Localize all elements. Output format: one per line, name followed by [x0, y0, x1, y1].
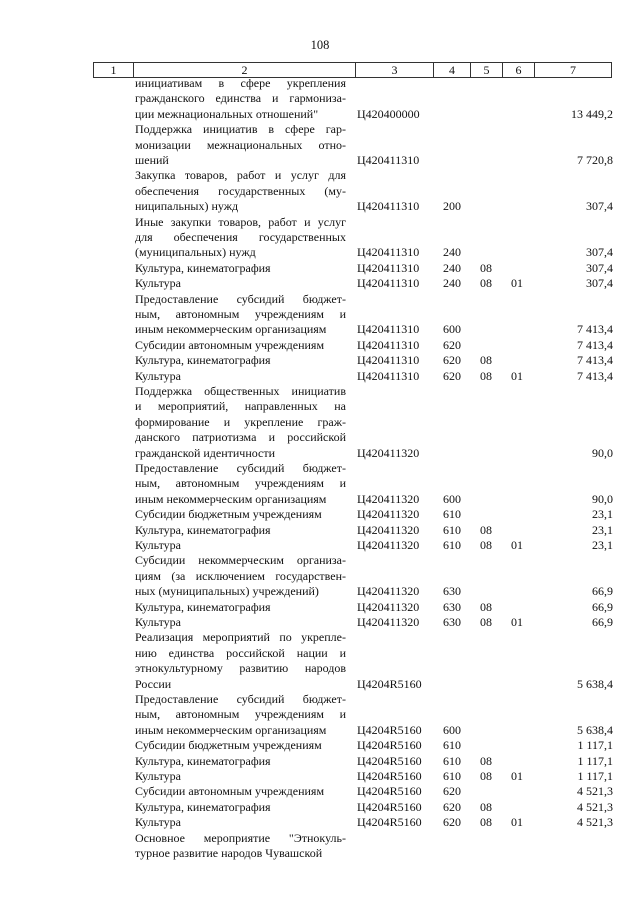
- row-expense-type: 620: [443, 368, 461, 383]
- description-line: ции межнациональных отношений": [135, 106, 319, 121]
- description-line: Предоставление субсидий бюджет-: [135, 461, 346, 475]
- row-description: [135, 215, 346, 261]
- row-description: [135, 831, 346, 862]
- row-target-code: Ц420411320: [357, 507, 420, 522]
- description-line: Основное мероприятие "Этнокуль-: [135, 830, 346, 845]
- header-col-4: 4: [433, 63, 470, 77]
- row-section: 08: [480, 753, 492, 768]
- table-row: [0, 122, 640, 168]
- row-expense-type: 200: [443, 199, 461, 214]
- description-line: ниципальных) нужд: [135, 199, 239, 214]
- description-line: гражданского единства и гармониза-: [135, 91, 346, 106]
- row-description: [135, 384, 346, 461]
- row-description: [135, 507, 346, 522]
- description-line: Культура: [135, 815, 181, 830]
- row-subsection: 01: [511, 815, 523, 830]
- row-description: [135, 815, 346, 830]
- row-description: [135, 261, 346, 276]
- row-description: [135, 538, 346, 553]
- description-line: для обеспечения государственных: [135, 229, 346, 244]
- row-description: [135, 76, 346, 122]
- row-expense-type: 610: [443, 537, 461, 552]
- row-amount: 307,4: [586, 276, 613, 291]
- description-line: турное развитие народов Чувашской: [135, 845, 323, 860]
- row-expense-type: 630: [443, 614, 461, 629]
- row-amount: 1 117,1: [577, 753, 613, 768]
- row-expense-type: 610: [443, 768, 461, 783]
- description-line: (муниципальных) нужд: [135, 245, 256, 260]
- table-row: [0, 384, 640, 461]
- row-amount: 5 638,4: [577, 676, 613, 691]
- row-section: 08: [480, 815, 492, 830]
- page-number: 108: [310, 38, 330, 52]
- row-target-code: Ц4204R5160: [357, 753, 422, 768]
- row-section: 08: [480, 799, 492, 814]
- row-target-code: Ц4204R5160: [357, 676, 422, 691]
- description-line: циям (за исключением государствен-: [135, 568, 346, 583]
- header-col-7: 7: [534, 63, 612, 77]
- description-line: Культура: [135, 368, 181, 383]
- description-line: Культура, кинематография: [135, 599, 271, 614]
- table-row: [0, 754, 640, 769]
- table-row: [0, 600, 640, 615]
- description-line: иным некоммерческим организациям: [135, 722, 327, 737]
- table-row: [0, 769, 640, 784]
- row-section: 08: [480, 522, 492, 537]
- table-row: [0, 461, 640, 507]
- row-section: 08: [480, 368, 492, 383]
- row-amount: 4 521,3: [577, 799, 613, 814]
- row-section: 08: [480, 599, 492, 614]
- table-row: [0, 815, 640, 830]
- row-description: [135, 615, 346, 630]
- row-description: [135, 168, 346, 214]
- description-line: обеспечения государственных (му-: [135, 183, 346, 198]
- row-description: [135, 769, 346, 784]
- header-col-6: 6: [502, 63, 534, 77]
- table-row: [0, 831, 640, 862]
- row-target-code: Ц420411310: [357, 245, 420, 260]
- row-description: [135, 461, 346, 507]
- row-target-code: Ц420411320: [357, 491, 420, 506]
- table-row: [0, 784, 640, 799]
- row-amount: 4 521,3: [577, 815, 613, 830]
- row-expense-type: 600: [443, 322, 461, 337]
- row-expense-type: 240: [443, 276, 461, 291]
- row-subsection: 01: [511, 614, 523, 629]
- description-line: Культура: [135, 276, 181, 291]
- description-line: Культура, кинематография: [135, 799, 271, 814]
- row-target-code: Ц4204R5160: [357, 784, 422, 799]
- description-line: Культура, кинематография: [135, 353, 271, 368]
- row-target-code: Ц420411320: [357, 584, 420, 599]
- row-description: [135, 600, 346, 615]
- row-expense-type: 610: [443, 507, 461, 522]
- row-target-code: Ц420411320: [357, 614, 420, 629]
- row-amount: 23,1: [592, 537, 613, 552]
- description-line: Культура: [135, 538, 181, 552]
- row-amount: 23,1: [592, 507, 613, 522]
- row-description: [135, 738, 346, 753]
- row-expense-type: 620: [443, 337, 461, 352]
- row-expense-type: 620: [443, 353, 461, 368]
- row-subsection: 01: [511, 368, 523, 383]
- table-row: [0, 292, 640, 338]
- description-line: Субсидии автономным учреждениям: [135, 784, 325, 799]
- row-expense-type: 610: [443, 522, 461, 537]
- description-line: Предоставление субсидий бюджет-: [135, 692, 346, 706]
- row-description: [135, 292, 346, 338]
- description-line: нию единства российской нации и: [135, 645, 346, 660]
- row-target-code: Ц4204R5160: [357, 799, 422, 814]
- description-line: Поддержка общественных инициатив: [135, 384, 346, 398]
- table-row: [0, 353, 640, 368]
- description-line: Культура: [135, 615, 181, 629]
- row-target-code: Ц4204R5160: [357, 815, 422, 830]
- row-target-code: Ц420411320: [357, 537, 420, 552]
- row-expense-type: 630: [443, 584, 461, 599]
- row-expense-type: 240: [443, 260, 461, 275]
- row-target-code: Ц420411310: [357, 353, 420, 368]
- table-row: [0, 369, 640, 384]
- description-line: и мероприятий, направленных на: [135, 399, 346, 414]
- row-target-code: Ц420411310: [357, 260, 420, 275]
- description-line: ных (муниципальных) учреждений): [135, 584, 319, 599]
- row-amount: 7 720,8: [577, 152, 613, 167]
- row-amount: 1 117,1: [577, 768, 613, 783]
- row-section: 08: [480, 768, 492, 783]
- description-line: Субсидии бюджетным учреждениям: [135, 507, 322, 522]
- header-col-5: 5: [470, 63, 502, 77]
- description-line: Закупка товаров, работ и услуг для: [135, 168, 346, 183]
- table-row: [0, 215, 640, 261]
- row-target-code: Ц420411310: [357, 322, 420, 337]
- row-amount: 307,4: [586, 245, 613, 260]
- header-col-2: 2: [133, 63, 355, 77]
- description-line: Реализация мероприятий по укрепле-: [135, 630, 346, 645]
- description-line: ным, автономным учреждениям и: [135, 476, 346, 491]
- row-expense-type: 620: [443, 784, 461, 799]
- description-line: монизации межнациональных отно-: [135, 137, 346, 152]
- row-section: 08: [480, 537, 492, 552]
- row-target-code: Ц4204R5160: [357, 768, 422, 783]
- description-line: Иные закупки товаров, работ и услуг: [135, 214, 346, 229]
- description-line: Культура, кинематография: [135, 522, 271, 537]
- row-target-code: Ц420411310: [357, 337, 420, 352]
- row-description: [135, 553, 346, 599]
- row-amount: 13 449,2: [571, 106, 613, 121]
- row-description: [135, 369, 346, 384]
- table-row: [0, 276, 640, 291]
- row-amount: 7 413,4: [577, 337, 613, 352]
- row-target-code: Ц420400000: [357, 106, 420, 121]
- row-target-code: Ц420411310: [357, 152, 420, 167]
- row-subsection: 01: [511, 768, 523, 783]
- row-amount: 66,9: [592, 584, 613, 599]
- description-line: ным, автономным учреждениям и: [135, 306, 346, 321]
- row-amount: 5 638,4: [577, 722, 613, 737]
- row-expense-type: 240: [443, 245, 461, 260]
- row-amount: 66,9: [592, 614, 613, 629]
- description-line: иным некоммерческим организациям: [135, 322, 327, 337]
- description-line: этнокультурному развитию народов: [135, 661, 346, 676]
- row-target-code: Ц420411320: [357, 522, 420, 537]
- row-description: [135, 784, 346, 799]
- row-section: 08: [480, 353, 492, 368]
- row-expense-type: 610: [443, 753, 461, 768]
- description-line: Предоставление субсидий бюджет-: [135, 291, 346, 306]
- header-col-1: 1: [93, 63, 133, 77]
- description-line: Субсидии некоммерческим организа-: [135, 553, 346, 568]
- table-row: [0, 338, 640, 353]
- row-section: 08: [480, 260, 492, 275]
- table-row: [0, 692, 640, 738]
- table-row: [0, 168, 640, 214]
- description-line: Культура: [135, 769, 181, 783]
- row-section: 08: [480, 614, 492, 629]
- row-description: [135, 754, 346, 769]
- description-line: иным некоммерческим организациям: [135, 491, 327, 506]
- row-amount: 307,4: [586, 199, 613, 214]
- row-amount: 90,0: [592, 445, 613, 460]
- row-amount: 7 413,4: [577, 322, 613, 337]
- row-description: [135, 692, 346, 738]
- row-amount: 66,9: [592, 599, 613, 614]
- table-row: [0, 523, 640, 538]
- row-amount: 307,4: [586, 260, 613, 275]
- description-line: гражданской идентичности: [135, 445, 276, 460]
- row-amount: 90,0: [592, 491, 613, 506]
- description-line: Поддержка инициатив в сфере гар-: [135, 122, 346, 137]
- row-description: [135, 338, 346, 353]
- table-row: [0, 800, 640, 815]
- description-line: Субсидии бюджетным учреждениям: [135, 738, 322, 753]
- table-row: [0, 507, 640, 522]
- table-row: [0, 538, 640, 553]
- description-line: России: [135, 676, 172, 691]
- row-expense-type: 610: [443, 738, 461, 753]
- description-line: Культура, кинематография: [135, 753, 271, 768]
- header-col-3: 3: [355, 63, 433, 77]
- description-line: Субсидии автономным учреждениям: [135, 337, 325, 352]
- description-line: Культура, кинематография: [135, 260, 271, 275]
- row-target-code: Ц4204R5160: [357, 738, 422, 753]
- row-section: 08: [480, 276, 492, 291]
- row-description: [135, 800, 346, 815]
- row-target-code: Ц4204R5160: [357, 722, 422, 737]
- row-description: [135, 353, 346, 368]
- table-row: [0, 630, 640, 692]
- table-row: [0, 738, 640, 753]
- description-line: шений: [135, 152, 169, 167]
- row-expense-type: 630: [443, 599, 461, 614]
- row-description: [135, 276, 346, 291]
- row-expense-type: 620: [443, 799, 461, 814]
- row-description: [135, 122, 346, 168]
- table-row: [0, 615, 640, 630]
- description-line: данского патриотизма и российской: [135, 430, 346, 445]
- row-amount: 7 413,4: [577, 368, 613, 383]
- row-amount: 1 117,1: [577, 738, 613, 753]
- row-target-code: Ц420411320: [357, 599, 420, 614]
- row-target-code: Ц420411310: [357, 276, 420, 291]
- row-target-code: Ц420411310: [357, 199, 420, 214]
- row-target-code: Ц420411320: [357, 445, 420, 460]
- description-line: формирование и укрепление граж-: [135, 414, 346, 429]
- row-description: [135, 523, 346, 538]
- row-amount: 4 521,3: [577, 784, 613, 799]
- row-subsection: 01: [511, 276, 523, 291]
- row-target-code: Ц420411310: [357, 368, 420, 383]
- row-expense-type: 600: [443, 722, 461, 737]
- row-expense-type: 600: [443, 491, 461, 506]
- description-line: инициативам в сфере укрепления: [135, 76, 346, 90]
- table-row: [0, 76, 640, 122]
- description-line: ным, автономным учреждениям и: [135, 707, 346, 722]
- row-expense-type: 620: [443, 815, 461, 830]
- row-description: [135, 630, 346, 692]
- table-row: [0, 553, 640, 599]
- table-row: [0, 261, 640, 276]
- row-subsection: 01: [511, 537, 523, 552]
- row-amount: 23,1: [592, 522, 613, 537]
- row-amount: 7 413,4: [577, 353, 613, 368]
